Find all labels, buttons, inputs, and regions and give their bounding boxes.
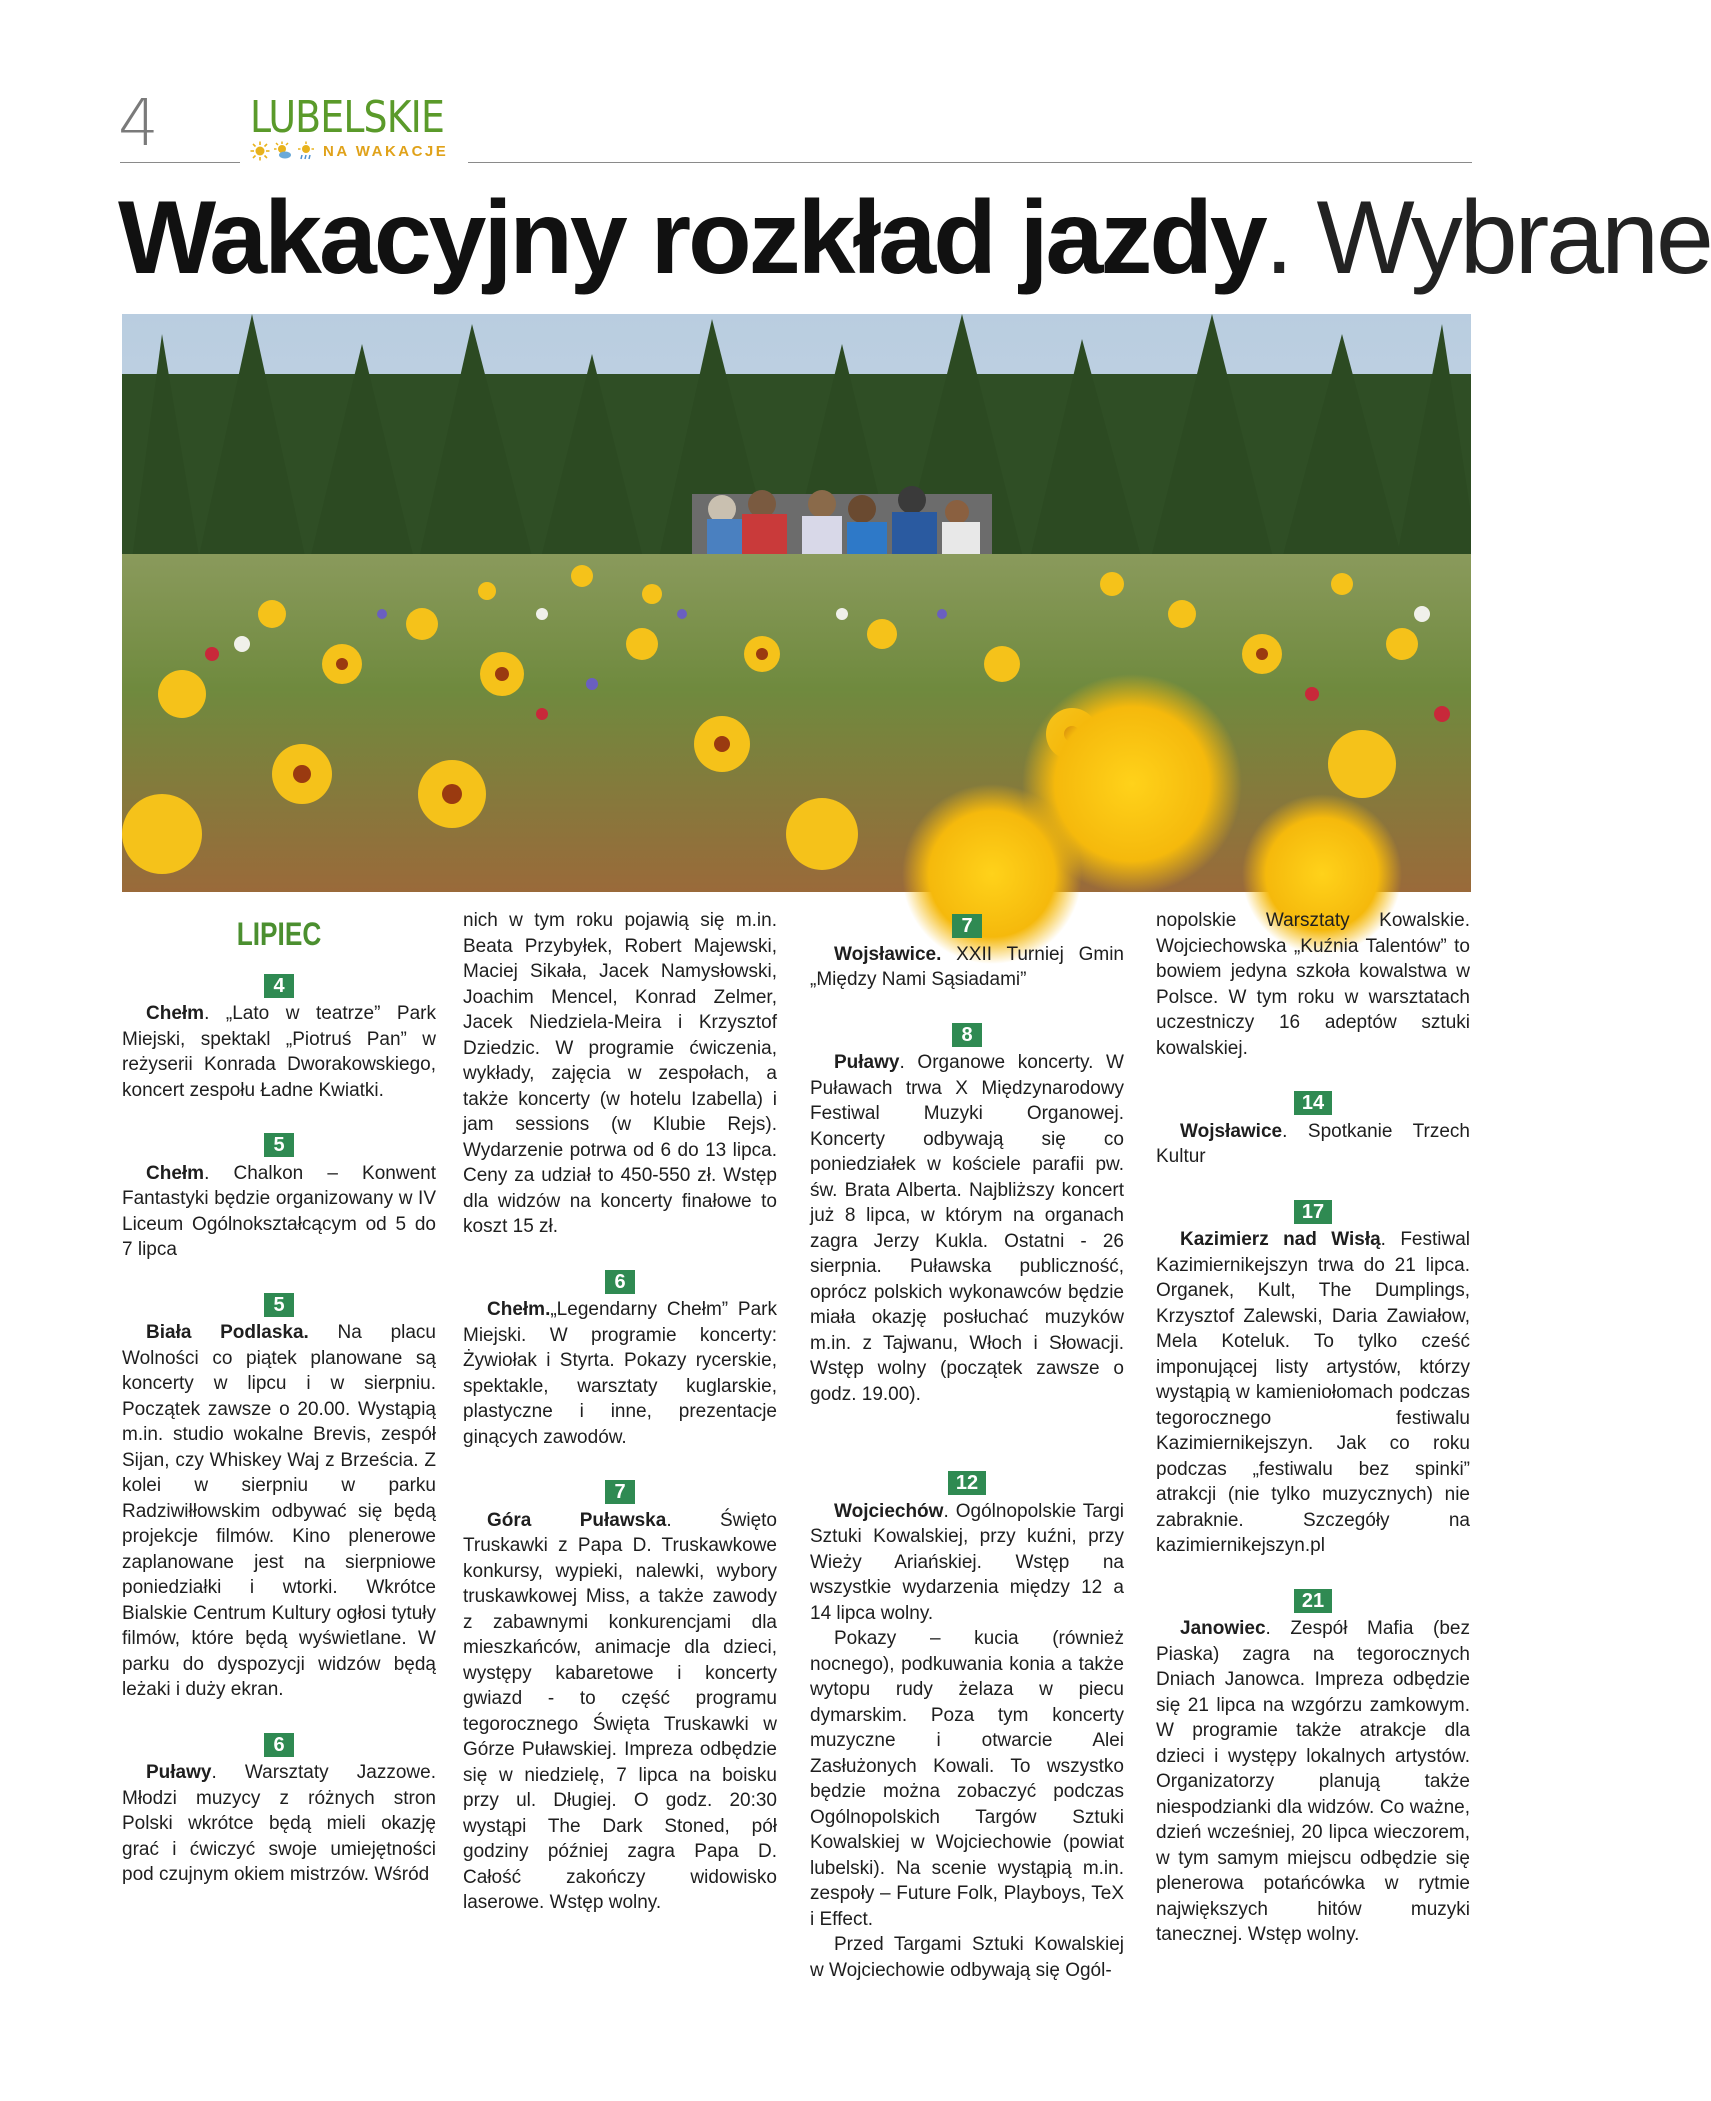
event-text: . Warsztaty Jazzowe. Młodzi muzycy z różnych stron Polski wkrótce będą mieli okazję grać i ćwiczyć swoje umiejętności pod czujnym okiem mistrzów. Wśród — [122, 1762, 436, 1885]
continued-text: nopolskie Warsztaty Kowalskie. Wojciechowska „Kuźnia Talentów” to bowiem jedyna szkoła kowalstwa w Polsce. W tym roku w warsztatach uczestniczy 16 adeptów sztuki kowalskiej. — [1156, 910, 1470, 1059]
event-text: . Festiwal Kazimiernikejszyn trwa do 21 lipca. Organek, Kult, The Dumplings, Krzysztof Zalewski, Daria Zawiałow, Mela Koteluk. To tylko cześć imponującej listy artystów, którzy wystąpią w kamieniołomach podczas tegorocznego festiwalu Kazimiernikejszyn. Jak co roku podczas „festiwalu bez spinki” atrakcji (nie tylko muzycznych) nie zabraknie. Szczegóły na kazimiernikejszyn.pl — [1156, 1229, 1470, 1556]
date-badge: 8 — [952, 1023, 982, 1047]
event-place: Wojsławice. — [834, 943, 942, 965]
event-place: Chełm — [146, 1162, 205, 1184]
column-2 — [463, 908, 777, 1916]
event-text: . Spotkanie Trzech Kultur — [1156, 1120, 1470, 1167]
sun-cloud-icon — [273, 141, 293, 161]
sun-icon — [250, 141, 270, 161]
date-badge: 6 — [605, 1270, 635, 1294]
event-text: . Święto Truskawki z Papa D. Truskawkowe konkursy, wypieki, nalewki, wybory truskawkowej Miss, a także zawody z zabawnymi konkurencjami dla mieszkańców, animacje dla dzieci, występy kabaretowe i koncerty gwiazd - to część programu tegorocznego Święta Truskawki w Górze Puławskiej. Impreza odbędzie się w niedzielę, 7 lipca na boisku przy ul. Długiej. O godz. 20:30 wystąpi The Dark Stoned, pół godziny później zagra Papa D. Całość zakończy widowisko laserowe. Wstęp wolny. — [463, 1509, 777, 1913]
event-entry — [122, 1760, 436, 1888]
event-entry — [1156, 1616, 1470, 1948]
event-place: Chełm — [146, 1003, 205, 1024]
event-text: . Ogólnopolskie Targi Sztuki Kowalskiej, przy kuźni, przy Wieży Ariańskiej. Wstęp na wszystkie wydarzenia między 12 a 14 lipca wolny. — [810, 1500, 1124, 1624]
date-badge: 6 — [264, 1733, 294, 1757]
event-place: Chełm. — [487, 1299, 551, 1320]
event-text: . Zespół Mafia (bez Piaska) zagra na tegorocznych Dniach Janowca. Impreza odbędzie się 21 lipca na wzgórzu zamkowym. W programie także atrakcje dla dzieci i występy lokalnych artystów. Organizatorzy planują także niespodzianki dla widzów. Co ważne, dzień wcześniej, 20 lipca wieczorem, w tym samym miejscu odbędzie się plenerowa potańcówka w rytmie największych hitów muzyki tanecznej. Wstęp wolny. — [1156, 1618, 1470, 1945]
event-entry — [1156, 1227, 1470, 1559]
event-text: XXII Turniej Gmin „Między Nami Sąsiadami” — [810, 943, 1124, 990]
header-rule-right — [468, 162, 1472, 163]
date-badge: 14 — [1294, 1091, 1332, 1115]
event-entry — [122, 1320, 436, 1703]
event-entry — [463, 1297, 777, 1450]
column-1 — [122, 908, 436, 1888]
event-entry — [810, 1499, 1124, 1627]
header-rule-left — [120, 162, 240, 163]
event-place: Wojsławice — [1180, 1120, 1283, 1142]
continued-text: nich w tym roku pojawią się m.in. Beata Przybyłek, Robert Majewski, Maciej Sikała, Jacek Namysłowski, Joachim Mencel, Konrad Zelmer, Jacek Niedziela-Meira i Krzysztof Dziedzic. W programie ćwiczenia, wykłady, zajęcia w zespołach, a także koncerty (w hotelu Izabella) i jam sessions (w Klubie Rejs). Wydarzenie potrwa od 6 do 13 lipca. Ceny za udział to 450-550 zł. Wstęp dla widzów na koncerty finałowe to koszt 15 zł. — [463, 910, 777, 1237]
event-place: Kazimierz nad Wisłą — [1180, 1229, 1381, 1250]
event-text: . Organowe koncerty. W Puławach trwa X Międzynarodowy Festiwal Muzyki Organowej. Koncerty odbywają się co poniedziałek w kościele parafii pw. św. Brata Alberta. Najbliższy koncert już 8 lipca, w którym na organach zagra Jerzy Kukla. Ostatni - 26 sierpnia. Puławska publiczność, oprócz polskich wykonawców będzie miała okazję posłuchać muzyków m.in. z Tajwanu, Włoch i Słowacji. Wstęp wolny (początek zawsze o godz. 19.00). — [810, 1052, 1124, 1405]
event-text: . Chalkon – Konwent Fantastyki będzie organizowany w IV Liceum Ogólnokształcącym od 5 do 7 lipca — [122, 1162, 436, 1260]
page-headline — [118, 178, 1711, 298]
logo-title: LUBELSKIE — [250, 92, 445, 143]
event-entry — [810, 1050, 1124, 1407]
sun-rain-icon — [296, 141, 316, 161]
event-place: Janowiec — [1180, 1618, 1266, 1639]
date-badge: 7 — [952, 914, 982, 938]
paragraph: Pokazy – kucia (również nocnego), podkuwania konia a także wytopu rudy żelaza w piecu dymarskim. Poza tym koncerty muzyczne i otwarcie Alei Zasłużonych Kowali. To wszystko będzie można zobaczyć podczas Ogólnopolskich Targów Sztuki Kowalskiej w Wojciechowie (powiat lubelski). Na scenie wystąpią m.in. zespoły – Future Folk, Playboys, TeX i Effect. — [810, 1628, 1124, 1930]
column-4 — [1156, 908, 1470, 1948]
date-badge: 7 — [605, 1480, 635, 1504]
month-heading: LIPIEC — [236, 916, 322, 952]
event-place: Puławy — [834, 1052, 900, 1073]
event-place: Biała Podlaska. — [146, 1322, 309, 1343]
event-place: Góra Puławska — [487, 1509, 667, 1531]
meadow-photo — [122, 314, 1471, 892]
paragraph: Przed Targami Sztuki Kowalskiej w Wojciechowie odbywają się Ogól- — [810, 1934, 1124, 1981]
headline-light: . Wybrane — [1264, 180, 1711, 296]
date-badge: 21 — [1294, 1589, 1332, 1613]
date-badge: 5 — [264, 1133, 294, 1157]
date-badge: 4 — [264, 974, 294, 998]
date-badge: 12 — [948, 1471, 986, 1495]
section-logo — [250, 92, 464, 162]
people-group — [692, 486, 992, 564]
event-entry — [463, 1508, 777, 1916]
event-text: „Legendarny Chełm” Park Miejski. W programie koncerty: Żywiołak i Styrta. Pokazy rycerskie, spektakle, warsztaty kuglarskie, plastyczne i inne, prezentacje ginących zawodów. — [463, 1299, 777, 1448]
headline-bold: Wakacyjny rozkład jazdy — [118, 180, 1265, 296]
date-badge: 17 — [1294, 1200, 1332, 1224]
event-place: Wojciechów — [834, 1500, 944, 1522]
column-3 — [810, 908, 1124, 1983]
date-badge: 5 — [264, 1293, 294, 1317]
event-entry — [122, 1161, 436, 1263]
event-entry — [122, 1001, 436, 1103]
logo-tagline: NA WAKACJE — [323, 142, 449, 160]
event-text: Na placu Wolności co piątek planowane są koncerty w lipcu i w sierpniu. Początek zawsze o 20.00. Wystąpią m.in. studio wokalne Brevis, zespół Sijan, czy Whiskey Waj z Brześcia. Z kolei w sierpniu w parku Radziwiłłowskim odbywać się będą projekcje filmów. Kino plenerowe zaplanowane jest na sierpniowe poniedziałki i wtorki. Wkrótce Bialskie Centrum Kultury ogłosi tytuły filmów, które będą wyświetlane. W parku do dyspozycji widzów będą leżaki i duży ekran. — [122, 1322, 436, 1700]
event-entry — [1156, 1119, 1470, 1170]
meadow-illustration — [122, 314, 1471, 892]
event-entry — [810, 942, 1124, 993]
page-number: 4 — [118, 87, 159, 161]
event-place: Puławy — [146, 1762, 212, 1783]
event-text: . „Lato w teatrze” Park Miejski, spektakl „Piotruś Pan” w reżyserii Konrada Dworakowskiego, koncert zespołu Ładne Kwiatki. — [122, 1003, 436, 1101]
